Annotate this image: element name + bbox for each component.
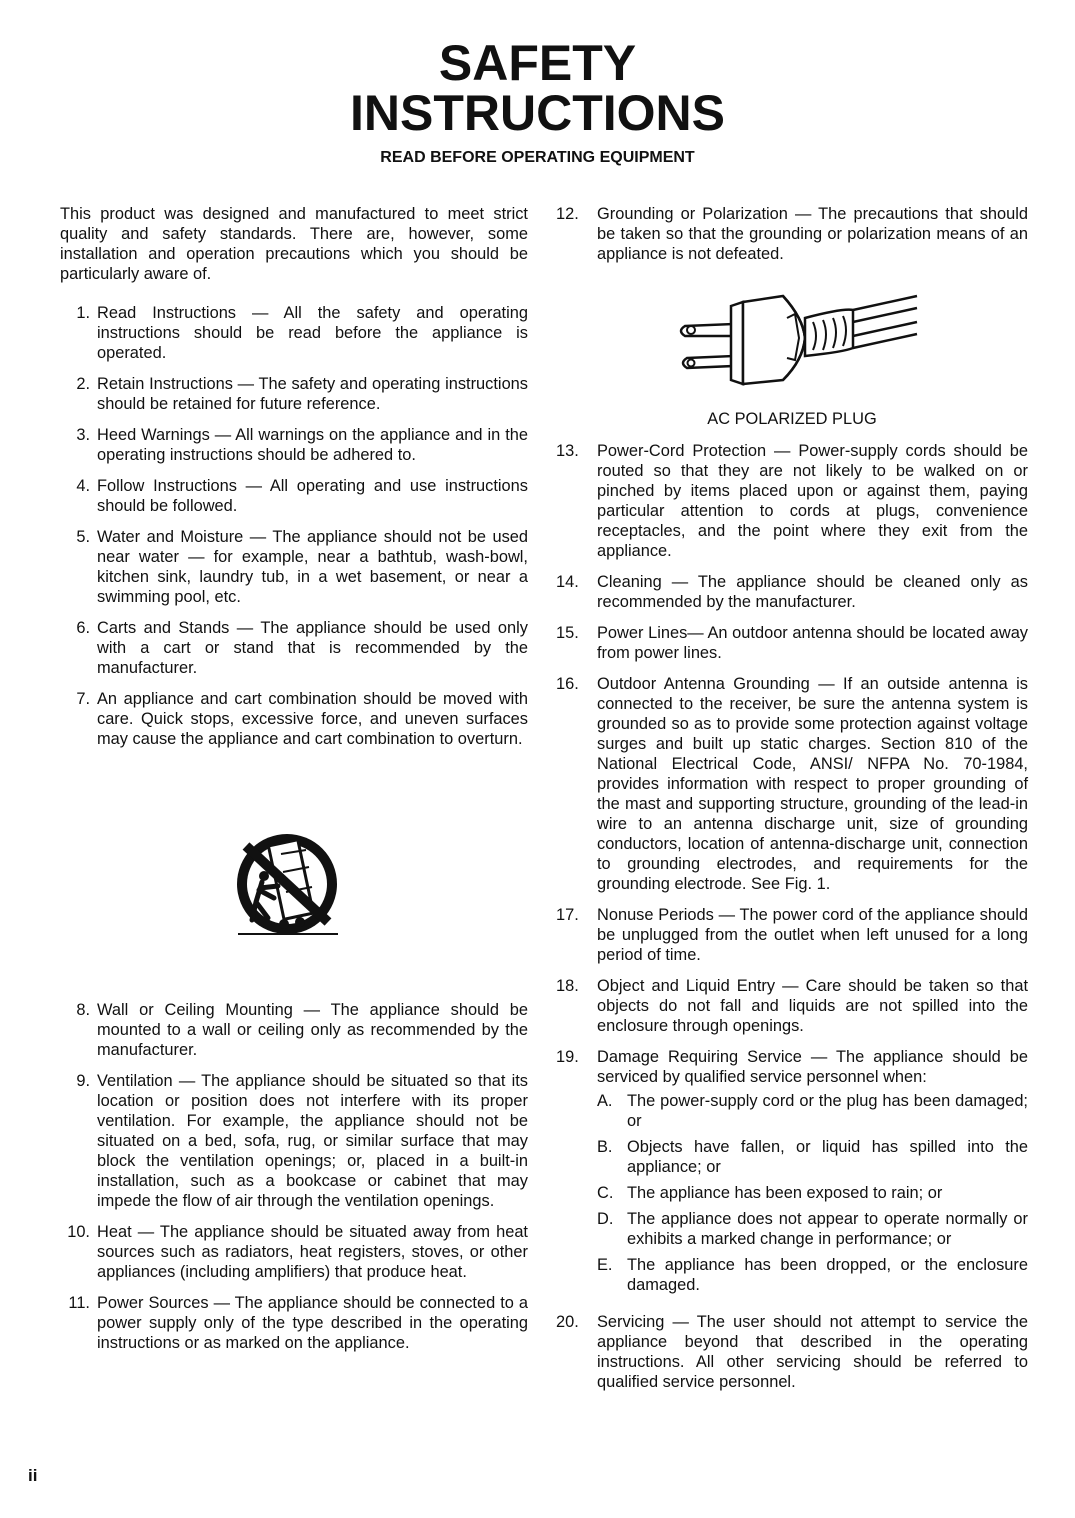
list-item	[60, 1293, 528, 1353]
item-number: 4.	[76, 477, 90, 495]
right-column	[556, 441, 1028, 1403]
item-text: Heed Warnings — All warnings on the appliance and in the operating instructions should be adhered to.	[97, 426, 528, 464]
item-number: 9.	[76, 1072, 90, 1090]
item-number: 6.	[76, 619, 90, 637]
sub-item	[597, 1255, 1028, 1295]
list-item	[556, 976, 1028, 1036]
item-text: Follow Instructions — All operating and use instructions should be followed.	[97, 477, 528, 515]
left-list-lower	[60, 1000, 528, 1353]
item-number: 11.	[68, 1294, 90, 1312]
list-item	[60, 618, 528, 678]
right-column-top	[556, 204, 1028, 275]
item-number: 18.	[556, 977, 579, 995]
list-item	[60, 374, 528, 414]
item-text: Damage Requiring Service — The appliance should be serviced by qualified service personnel when:	[597, 1048, 1028, 1086]
item-text: Servicing — The user should not attempt to service the appliance beyond that described in the operating instructions. All other servicing should be referred to qualified service personnel.	[597, 1313, 1028, 1391]
item-text: Power-Cord Protection — Power-supply cords should be routed so that they are not likely to be walked on or pinched by items placed upon or against them, paying particular attention to cords at plugs, convenience receptacles, and the point where they exit from the appliance.	[597, 442, 1028, 560]
sub-letter: B.	[597, 1138, 613, 1156]
sub-text: The appliance has been exposed to rain; or	[627, 1184, 943, 1202]
item-number: 5.	[76, 528, 90, 546]
sub-item	[597, 1209, 1028, 1249]
list-item	[556, 674, 1028, 894]
item-text: Ventilation — The appliance should be situated so that its location or position does not interfere with its proper ventilation. For example, the appliance should not be situated on a bed, sofa, rug, or similar surface that may block the ventilation openings; or, placed in a built-in installation, such as a bookcase or cabinet that may impede the flow of air through the ventilation openings.	[97, 1072, 528, 1210]
list-item	[60, 1000, 528, 1060]
list-item	[60, 476, 528, 516]
item-number: 3.	[76, 426, 90, 444]
item-text: Object and Liquid Entry — Care should be taken so that objects do not fall and liquids are not spilled into the enclosure through openings.	[597, 977, 1028, 1035]
left-column-lower	[60, 1000, 528, 1364]
list-item	[60, 527, 528, 607]
item-text: Wall or Ceiling Mounting — The appliance should be mounted to a wall or ceiling only as recommended by the manufacturer.	[97, 1001, 528, 1059]
sub-text: The power-supply cord or the plug has been damaged; or	[627, 1092, 1028, 1130]
item-text: Grounding or Polarization — The precautions that should be taken so that the grounding or polarization means of an appliance is not defeated.	[597, 205, 1028, 263]
list-item	[60, 1071, 528, 1211]
item-text: Carts and Stands — The appliance should be used only with a cart or stand that is recommended by the manufacturer.	[97, 619, 528, 677]
item-number: 2.	[76, 375, 90, 393]
list-item	[60, 689, 528, 749]
item-text: Read Instructions — All the safety and operating instructions should be read before the appliance is operated.	[97, 304, 528, 362]
item-text: An appliance and cart combination should be moved with care. Quick stops, excessive force, and uneven surfaces may cause the appliance and cart combination to overturn.	[97, 690, 528, 748]
page-title-line1: SAFETY	[438, 35, 637, 91]
item-number: 7.	[76, 690, 90, 708]
list-item	[556, 1047, 1028, 1301]
list-item	[556, 204, 1028, 264]
list-item	[60, 1222, 528, 1282]
page-subtitle: READ BEFORE OPERATING EQUIPMENT	[380, 149, 695, 166]
sub-letter: A.	[597, 1092, 613, 1110]
list-item	[60, 303, 528, 363]
sub-text: Objects have fallen, or liquid has spilled into the appliance; or	[627, 1138, 1028, 1176]
item-text: Heat — The appliance should be situated away from heat sources such as radiators, heat registers, stoves, or other appliances (including amplifiers) that produce heat.	[97, 1223, 528, 1281]
item-number: 20.	[556, 1313, 579, 1331]
cart-tip-over-warning-icon	[226, 832, 348, 940]
page-number: ii	[28, 1466, 38, 1485]
item-number: 13.	[556, 442, 579, 460]
item-text: Water and Moisture — The appliance should not be used near water — for example, near a bathtub, wash-bowl, kitchen sink, laundry tub, in a wet basement, or near a swimming pool, etc.	[97, 528, 528, 606]
item-number: 12.	[556, 205, 579, 223]
page-header	[0, 35, 1075, 168]
sub-item	[597, 1091, 1028, 1131]
item-body	[597, 1047, 1028, 1301]
sub-letter: E.	[597, 1256, 613, 1274]
left-column	[60, 204, 528, 760]
item-number: 10.	[67, 1223, 90, 1241]
list-item	[556, 572, 1028, 612]
ac-polarized-plug-icon	[673, 288, 919, 388]
sub-letter: C.	[597, 1184, 614, 1202]
sub-item	[597, 1183, 1028, 1203]
item-text: Outdoor Antenna Grounding — If an outside antenna is connected to the receiver, be sure the antenna system is grounded so as to provide some protection against voltage surges and built up static charges. Section 810 of the National Electrical Code, ANSI/ NFPA No. 70-1984, provides information with respect to proper grounding of the mast and supporting structure, grounding of the lead-in wire to an antenna discharge unit, size of grounding conductors, location of antenna-discharge unit, connection to grounding electrodes, and requirements for the grounding electrode. See Fig. 1.	[597, 675, 1028, 893]
list-item	[556, 905, 1028, 965]
list-item	[556, 1312, 1028, 1392]
item-text: Power Sources — The appliance should be connected to a power supply only of the type described in the operating instructions or as marked on the appliance.	[97, 1294, 528, 1352]
item-number: 19.	[556, 1048, 579, 1066]
sub-text: The appliance does not appear to operate normally or exhibits a marked change in performance; or	[627, 1210, 1028, 1248]
left-list-upper	[60, 303, 528, 749]
item-text: Nonuse Periods — The power cord of the appliance should be unplugged from the outlet when left unused for a long period of time.	[597, 906, 1028, 964]
item-text: Cleaning — The appliance should be cleaned only as recommended by the manufacturer.	[597, 573, 1028, 611]
item-number: 1.	[76, 304, 90, 322]
item-number: 15.	[556, 624, 579, 642]
list-item	[556, 623, 1028, 663]
sub-text: The appliance has been dropped, or the enclosure damaged.	[627, 1256, 1028, 1294]
item-text: Power Lines— An outdoor antenna should be located away from power lines.	[597, 624, 1028, 662]
right-list	[556, 441, 1028, 1392]
item-number: 14.	[556, 573, 579, 591]
list-item	[556, 441, 1028, 561]
intro-paragraph: This product was designed and manufactured to meet strict quality and safety standards. There are, however, some installation and operation precautions which you should be particularly aware of.	[60, 205, 528, 283]
list-item	[60, 425, 528, 465]
page-title-line2: INSTRUCTIONS	[350, 85, 725, 141]
item-number: 16.	[556, 675, 579, 693]
sub-letter: D.	[597, 1210, 614, 1228]
plug-caption: AC POLARIZED PLUG	[707, 410, 877, 428]
item-number: 17.	[556, 906, 579, 924]
item-number: 8.	[76, 1001, 90, 1019]
right-list-top	[556, 204, 1028, 264]
item-text: Retain Instructions — The safety and operating instructions should be retained for future reference.	[97, 375, 528, 413]
sub-item	[597, 1137, 1028, 1177]
